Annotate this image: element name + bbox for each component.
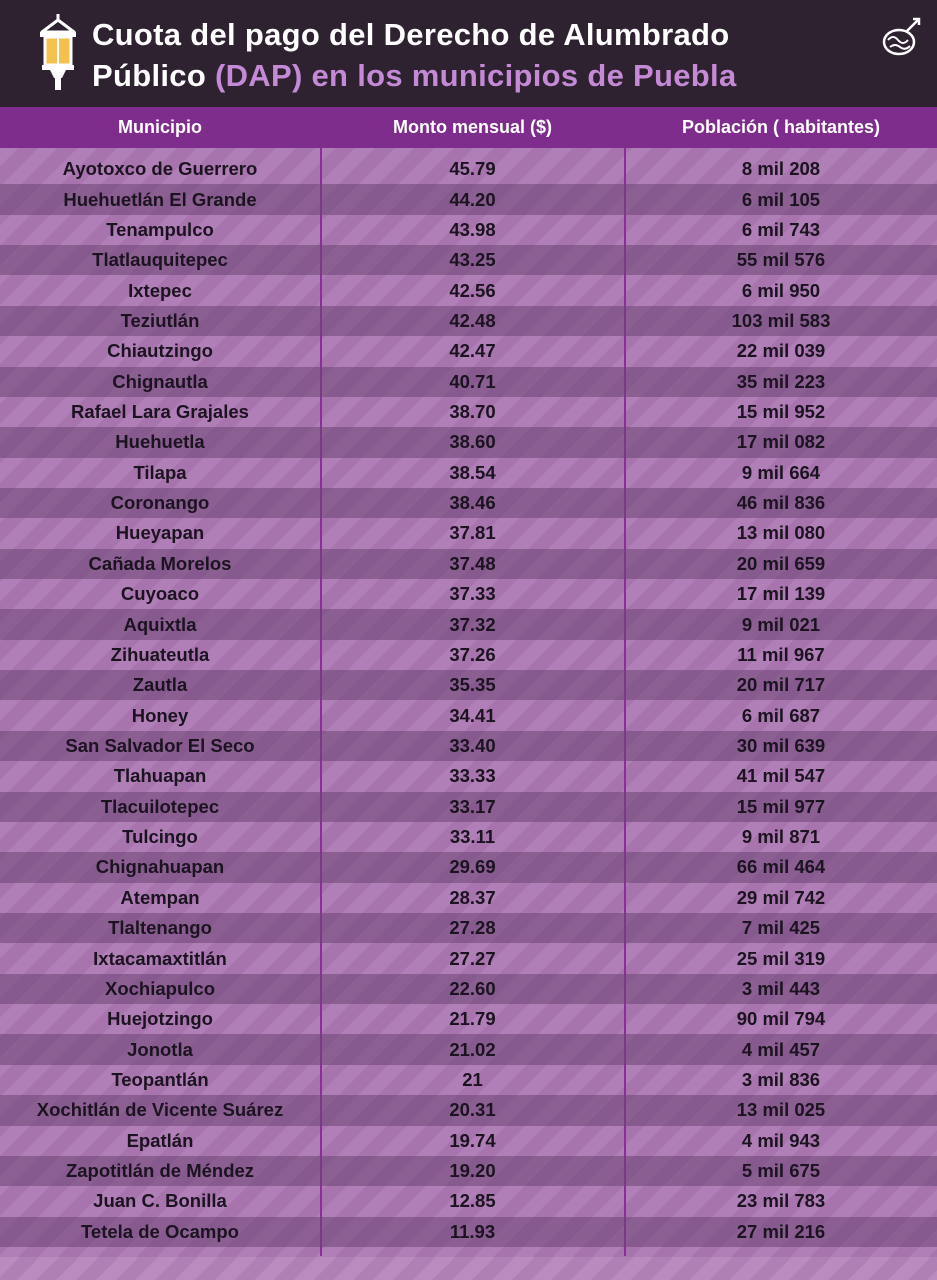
cell-poblacion: 27 mil 216	[736, 1220, 826, 1242]
cell-poblacion: 6 mil 950	[741, 279, 821, 301]
table-row	[0, 579, 937, 609]
cell-municipio: Tlaltenango	[108, 917, 212, 939]
table-row	[0, 731, 937, 761]
cell-monto: 42.47	[449, 340, 496, 362]
cell-monto: 38.54	[449, 461, 496, 483]
cell-poblacion: 13 mil 025	[736, 1099, 826, 1121]
table-row	[0, 336, 937, 366]
cell-poblacion: 15 mil 977	[736, 795, 826, 817]
cell-municipio: Honey	[131, 704, 189, 726]
cell-monto: 27.27	[449, 947, 496, 969]
table-row	[0, 609, 937, 639]
brand-logo-icon	[880, 16, 922, 60]
table-row	[0, 883, 937, 913]
cell-monto: 34.41	[449, 704, 496, 726]
cell-monto: 40.71	[449, 370, 496, 392]
cell-monto: 19.74	[449, 1129, 496, 1151]
cell-monto: 35.35	[449, 674, 496, 696]
street-lamp-icon	[36, 12, 80, 92]
cell-monto: 21.02	[449, 1038, 496, 1060]
page-title	[92, 14, 882, 96]
cell-municipio: Hueyapan	[115, 522, 205, 544]
cell-poblacion: 29 mil 742	[736, 886, 826, 908]
column-header-poblacion: Población ( habitantes)	[681, 117, 881, 137]
cell-poblacion: 5 mil 675	[741, 1160, 821, 1182]
cell-municipio: Jonotla	[127, 1038, 193, 1060]
column-header-municipio: Municipio	[118, 117, 202, 137]
cell-poblacion: 46 mil 836	[736, 492, 826, 514]
cell-municipio: Teziutlán	[120, 309, 200, 331]
cell-municipio: Chignautla	[112, 370, 208, 392]
cell-poblacion: 7 mil 425	[741, 917, 821, 939]
cell-municipio: Rafael Lara Grajales	[71, 401, 249, 423]
cell-monto: 43.98	[449, 218, 496, 240]
cell-monto: 42.48	[449, 309, 496, 331]
cell-poblacion: 22 mil 039	[736, 340, 826, 362]
table-header	[0, 107, 937, 148]
header	[0, 0, 937, 107]
cell-monto: 38.46	[449, 492, 496, 514]
cell-poblacion: 8 mil 208	[741, 158, 821, 180]
cell-poblacion: 90 mil 794	[736, 1008, 826, 1030]
cell-monto: 45.79	[449, 158, 496, 180]
table-row	[0, 367, 937, 397]
table-row	[0, 640, 937, 670]
cell-poblacion: 66 mil 464	[736, 856, 826, 878]
cell-municipio: Xochitlán de Vicente Suárez	[36, 1099, 284, 1121]
cell-poblacion: 30 mil 639	[736, 735, 826, 756]
table-row	[0, 822, 937, 852]
cell-monto: 37.32	[449, 613, 496, 635]
table-row	[0, 488, 937, 518]
cell-municipio: Coronango	[110, 492, 210, 514]
cell-poblacion: 103 mil 583	[731, 309, 831, 331]
cell-municipio: Zautla	[132, 674, 188, 696]
table-row	[0, 154, 937, 184]
table-row	[0, 549, 937, 579]
table-row	[0, 1156, 937, 1186]
cell-poblacion: 35 mil 223	[736, 370, 826, 392]
cell-monto: 37.33	[449, 583, 496, 605]
cell-municipio: Ixtacamaxtitlán	[93, 947, 227, 969]
title-line-2	[92, 55, 882, 96]
cell-poblacion: 20 mil 717	[736, 674, 826, 696]
table-row	[0, 427, 937, 457]
cell-municipio: Zihuateutla	[110, 643, 210, 665]
table-row	[0, 974, 937, 1004]
cell-municipio: Tilapa	[133, 461, 187, 483]
cell-poblacion: 4 mil 457	[741, 1038, 821, 1060]
cell-municipio: Tlacuilotepec	[100, 795, 220, 817]
table-row	[0, 1126, 937, 1156]
cell-municipio: San Salvador El Seco	[65, 735, 255, 756]
cell-poblacion: 23 mil 783	[736, 1190, 826, 1212]
cell-municipio: Tulcingo	[122, 826, 198, 848]
table-row	[0, 245, 937, 275]
table-row	[0, 275, 937, 305]
table-row	[0, 397, 937, 427]
cell-municipio: Huehuetlán El Grande	[63, 188, 257, 210]
cell-municipio: Epatlán	[126, 1129, 194, 1151]
cell-municipio: Zapotitlán de Méndez	[65, 1160, 255, 1182]
table-row	[0, 943, 937, 973]
cell-municipio: Aquixtla	[123, 613, 197, 635]
table-row	[0, 1034, 937, 1064]
table-row	[0, 306, 937, 336]
table-row	[0, 913, 937, 943]
cell-municipio: Cuyoaco	[120, 583, 200, 605]
cell-municipio: Juan C. Bonilla	[93, 1190, 227, 1212]
cell-municipio: Ixtepec	[128, 279, 192, 301]
cell-monto: 22.60	[449, 977, 496, 999]
title-line-1: Cuota del pago del Derecho de Alumbrado	[92, 17, 730, 52]
cell-poblacion: 41 mil 547	[736, 765, 826, 787]
cell-poblacion: 6 mil 105	[741, 188, 821, 210]
cell-monto: 21.79	[449, 1008, 496, 1030]
cell-monto: 27.28	[449, 917, 496, 939]
cell-monto: 29.69	[449, 856, 496, 878]
cell-monto: 37.48	[449, 552, 496, 574]
cell-poblacion: 9 mil 871	[741, 826, 821, 848]
cell-poblacion: 13 mil 080	[736, 522, 826, 544]
cell-poblacion: 6 mil 743	[741, 218, 821, 240]
data-table	[0, 107, 937, 1280]
cell-monto: 11.93	[449, 1220, 496, 1242]
cell-municipio: Huejotzingo	[107, 1008, 213, 1030]
cell-municipio: Teopantlán	[111, 1068, 209, 1090]
cell-municipio: Atempan	[120, 886, 200, 908]
cell-poblacion: 9 mil 021	[741, 613, 821, 635]
table-row	[0, 792, 937, 822]
table-row	[0, 700, 937, 730]
cell-monto: 28.37	[449, 886, 496, 908]
table-row	[0, 215, 937, 245]
cell-monto: 33.11	[449, 826, 496, 848]
cell-municipio: Chignahuapan	[95, 856, 225, 878]
table-body	[0, 154, 937, 1247]
cell-poblacion: 9 mil 664	[741, 461, 821, 483]
title-publico: Público	[92, 58, 207, 93]
cell-monto: 33.33	[449, 765, 496, 787]
cell-poblacion: 55 mil 576	[736, 249, 826, 271]
cell-poblacion: 20 mil 659	[736, 552, 826, 574]
cell-poblacion: 4 mil 943	[741, 1129, 821, 1151]
cell-monto: 37.81	[449, 522, 496, 544]
cell-monto: 37.26	[449, 643, 496, 665]
cell-municipio: Chiautzingo	[107, 340, 213, 362]
table-row	[0, 1186, 937, 1216]
cell-monto: 33.17	[449, 795, 496, 817]
table-row	[0, 1004, 937, 1034]
cell-poblacion: 6 mil 687	[741, 704, 821, 726]
cell-municipio: Cañada Morelos	[88, 552, 232, 574]
cell-municipio: Huehuetla	[115, 431, 205, 453]
column-header-monto: Monto mensual ($)	[392, 117, 552, 137]
cell-poblacion: 25 mil 319	[736, 947, 826, 969]
cell-municipio: Tlahuapan	[113, 765, 207, 787]
title-municipios: en los municipios de Puebla	[311, 58, 737, 93]
cell-monto: 12.85	[449, 1190, 496, 1212]
table-row	[0, 1095, 937, 1125]
table-row	[0, 1217, 937, 1247]
cell-monto: 20.31	[449, 1099, 496, 1121]
cell-poblacion: 3 mil 836	[741, 1068, 821, 1090]
cell-poblacion: 3 mil 443	[741, 977, 821, 999]
cell-poblacion: 11 mil 967	[737, 643, 825, 665]
table-row	[0, 1065, 937, 1095]
cell-monto: 21	[462, 1068, 483, 1090]
table-row	[0, 761, 937, 791]
cell-monto: 43.25	[449, 249, 496, 271]
cell-monto: 42.56	[449, 279, 496, 301]
cell-municipio: Tenampulco	[106, 218, 214, 240]
cell-municipio: Tetela de Ocampo	[81, 1220, 239, 1242]
table-row	[0, 458, 937, 488]
cell-monto: 19.20	[449, 1160, 496, 1182]
cell-monto: 38.70	[449, 401, 496, 423]
table-row	[0, 184, 937, 214]
cell-poblacion: 17 mil 139	[736, 583, 826, 605]
title-dap: (DAP)	[214, 58, 303, 93]
table-row	[0, 852, 937, 882]
cell-municipio: Ayotoxco de Guerrero	[62, 158, 258, 180]
cell-municipio: Tlatlauquitepec	[92, 249, 228, 271]
cell-municipio: Xochiapulco	[105, 977, 215, 999]
table-footer-band	[0, 1257, 937, 1280]
cell-poblacion: 15 mil 952	[736, 401, 826, 423]
table-row	[0, 518, 937, 548]
cell-poblacion: 17 mil 082	[736, 431, 826, 453]
cell-monto: 33.40	[449, 735, 496, 756]
cell-monto: 38.60	[449, 431, 496, 453]
table-row	[0, 670, 937, 700]
cell-monto: 44.20	[449, 188, 496, 210]
